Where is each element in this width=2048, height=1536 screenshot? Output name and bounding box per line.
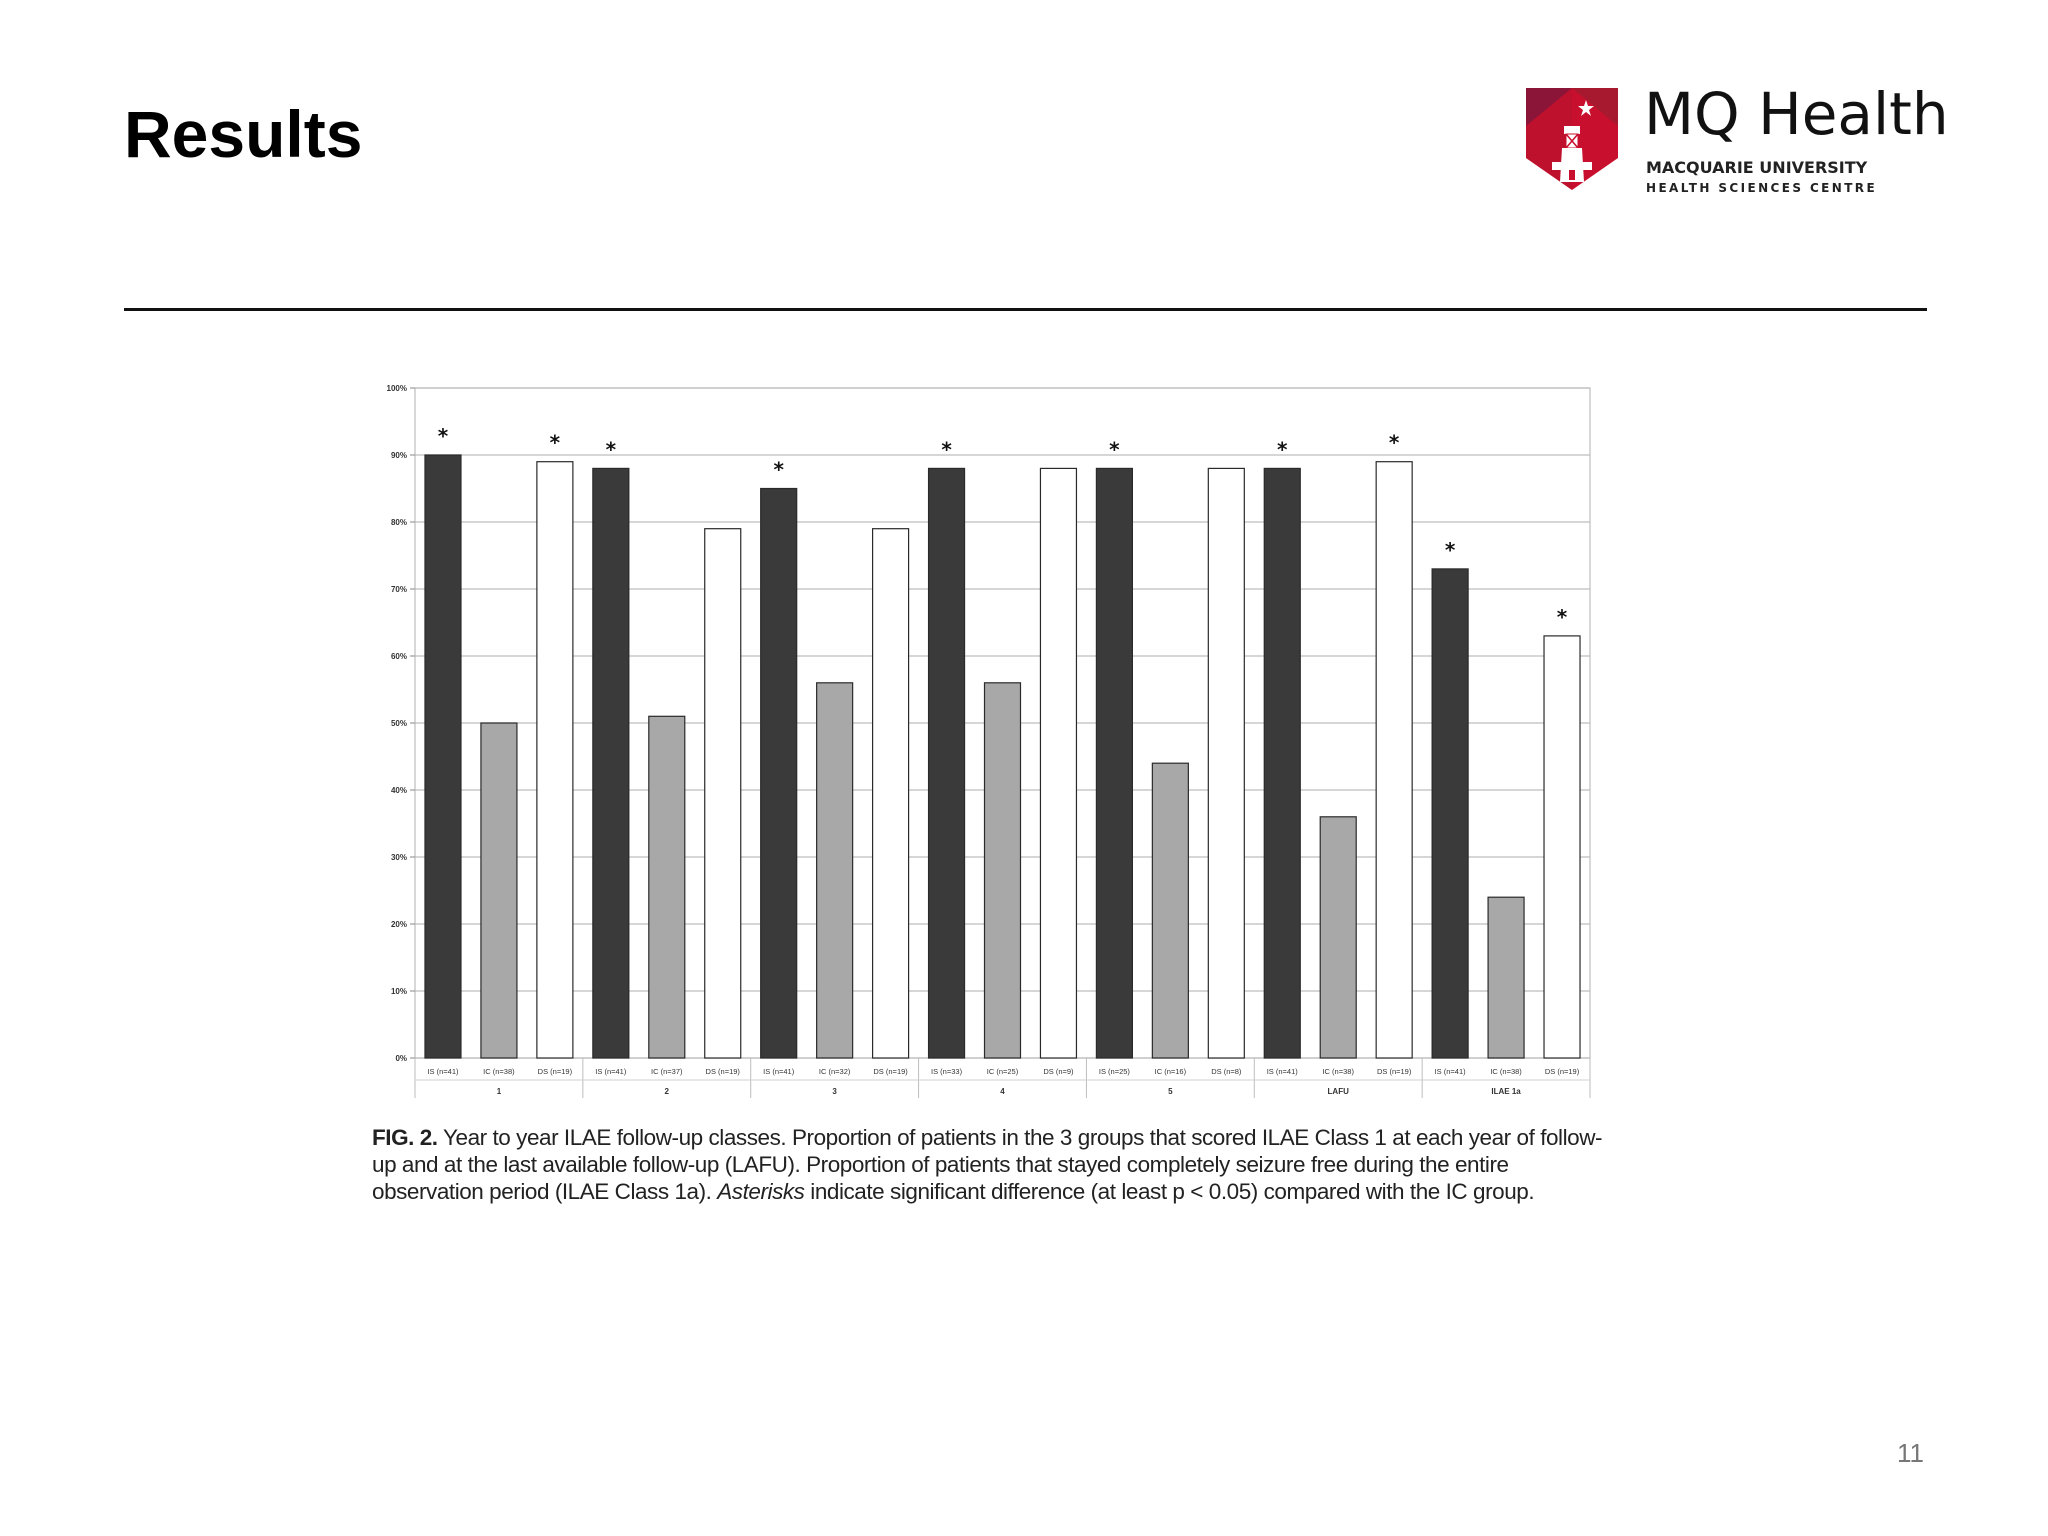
bar [817,683,853,1058]
bar [705,529,741,1058]
bar-category-label: IS (n=33) [931,1067,963,1076]
y-tick-label: 30% [390,853,407,862]
bar-category-label: DS (n=9) [1043,1067,1074,1076]
significance-asterisk: * [1277,437,1288,462]
bar [1320,817,1356,1058]
figure-caption [372,1124,1604,1205]
slide-title: Results [124,97,363,171]
significance-asterisk: * [1556,604,1568,629]
group-label: LAFU [1327,1087,1349,1096]
bar-category-label: DS (n=19) [1376,1067,1412,1076]
bar-category-label: IC (n=25) [986,1067,1019,1076]
bar [1376,462,1412,1058]
page-number: 11 [1897,1438,1924,1468]
caption-label: FIG. 2. [372,1125,438,1150]
bar-category-label: IS (n=41) [1266,1067,1298,1076]
logo-brand-name: MQ Health [1644,80,1949,148]
group-label: 2 [664,1087,670,1096]
bar-category-label: DS (n=19) [873,1067,908,1076]
bar [1544,636,1580,1058]
bar [649,716,685,1058]
y-tick-label: 90% [390,451,407,460]
y-tick-label: 70% [390,585,407,594]
bar [985,683,1021,1058]
significance-asterisk: * [1109,437,1120,462]
y-tick-label: 50% [390,719,407,728]
significance-asterisk: * [605,437,617,462]
y-tick-label: 100% [386,384,407,393]
bar [1264,468,1300,1058]
bar [1208,468,1244,1058]
y-tick-label: 20% [390,920,407,929]
y-tick-label: 80% [390,518,407,527]
lighthouse-shield-icon [1522,86,1622,192]
caption-italic: Asterisks [717,1179,805,1204]
bar [425,455,461,1058]
y-tick-label: 60% [390,652,407,661]
significance-asterisk: * [1444,537,1456,562]
bar [593,468,629,1058]
y-tick-label: 0% [395,1054,407,1063]
logo-university: MACQUARIE UNIVERSITY [1646,158,1868,177]
title-divider [124,308,1927,311]
group-label: 1 [496,1087,502,1096]
significance-asterisk: * [773,457,784,482]
group-label: 5 [1168,1087,1173,1096]
bar [1152,763,1188,1058]
group-label: 3 [832,1087,837,1096]
bar-category-label: DS (n=19) [705,1067,740,1076]
significance-asterisk: * [941,437,952,462]
significance-asterisk: * [437,424,449,448]
caption-text: Year to year ILAE follow-up classes. Proportion of patients in the 3 groups that scored ILAE Class 1 at each year of follow-up and at the last available follow-up (LAFU). Proportion of patients that stayed completely seizure free during the entire observation period (ILAE Class 1a). [372,1125,1603,1204]
bar-category-label: IC (n=38) [1490,1067,1522,1076]
bar [481,723,517,1058]
bar-category-label: IC (n=38) [483,1067,515,1076]
y-tick-label: 40% [390,786,407,795]
bar [1040,468,1076,1058]
figure [368,372,1608,1212]
bar [1096,468,1132,1058]
bar-category-label: IC (n=37) [651,1067,683,1076]
y-tick-label: 10% [390,987,407,996]
group-label: 4 [1000,1087,1005,1096]
bar [929,468,965,1058]
bar-category-label: IC (n=32) [818,1067,851,1076]
bar-category-label: IC (n=16) [1154,1067,1187,1076]
significance-asterisk: * [1388,430,1400,455]
bar-chart [368,372,1608,1117]
bar [1488,897,1524,1058]
bar [537,462,573,1058]
bar-category-label: IS (n=25) [1098,1067,1130,1076]
bar-category-label: DS (n=19) [1544,1067,1580,1076]
bar-category-label: DS (n=8) [1211,1067,1242,1076]
mq-health-logo [1522,80,1949,196]
bar-category-label: IS (n=41) [595,1067,627,1076]
bar-category-label: IS (n=41) [763,1067,795,1076]
bar-category-label: IC (n=38) [1322,1067,1354,1076]
bar [761,489,797,1059]
bar-category-label: IS (n=41) [1434,1067,1466,1076]
bar [873,529,909,1058]
caption-text-end: indicate significant difference (at least p < 0.05) compared with the IC group. [810,1179,1535,1204]
bar [1432,569,1468,1058]
significance-asterisk: * [549,430,561,455]
bar-category-label: IS (n=41) [427,1067,459,1076]
group-label: ILAE 1a [1491,1087,1521,1096]
logo-centre: HEALTH SCIENCES CENTRE [1646,181,1878,195]
bar-category-label: DS (n=19) [537,1067,573,1076]
